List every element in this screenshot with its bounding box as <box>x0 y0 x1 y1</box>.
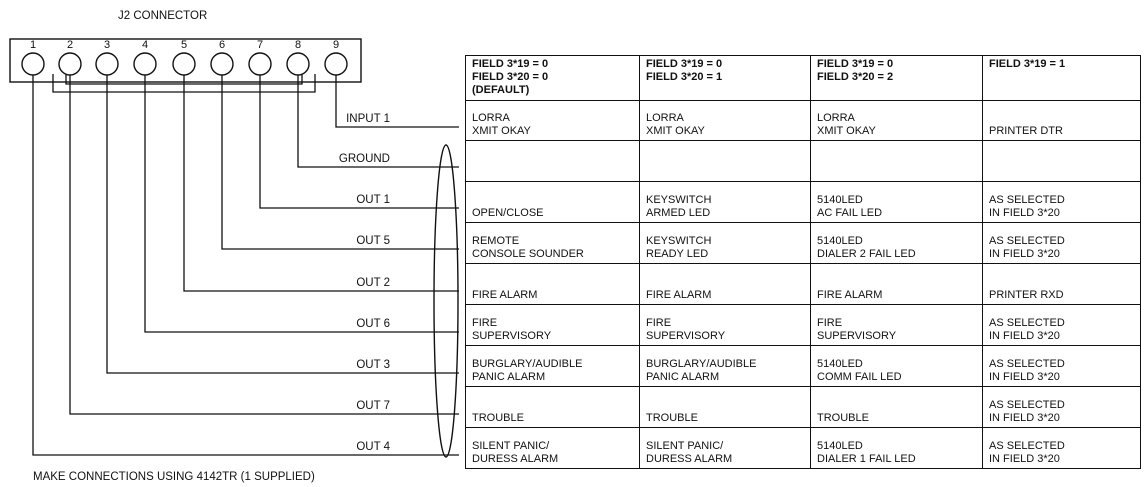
table-cell: KEYSWITCH READY LED <box>640 223 811 264</box>
table-cell: PRINTER RXD <box>983 264 1141 305</box>
footer-note: MAKE CONNECTIONS USING 4142TR (1 SUPPLIED) <box>33 471 315 483</box>
table-cell: BURGLARY/AUDIBLE PANIC ALARM <box>466 346 640 387</box>
pin-circle-6 <box>211 53 233 75</box>
table-cell: AS SELECTED IN FIELD 3*20 <box>983 305 1141 346</box>
pin-circle-2 <box>59 53 81 75</box>
pin-number-7: 7 <box>257 39 264 51</box>
table-cell: TROUBLE <box>640 387 811 428</box>
table-row <box>466 387 1141 428</box>
table-cell: TROUBLE <box>811 387 983 428</box>
table-cell: FIRE SUPERVISORY <box>640 305 811 346</box>
pin-circle-8 <box>287 53 309 75</box>
table-cell: 5140LED DIALER 2 FAIL LED <box>811 223 983 264</box>
signal-label-ground: GROUND <box>338 153 390 165</box>
pin-circle-3 <box>96 53 118 75</box>
signal-label-out-2: OUT 2 <box>356 277 390 289</box>
output-mapping-table <box>465 55 1141 469</box>
wire-out-7 <box>70 75 459 414</box>
table-cell: LORRA XMIT OKAY <box>466 101 640 141</box>
table-cell: SILENT PANIC/ DURESS ALARM <box>640 428 811 469</box>
table-row <box>466 264 1141 305</box>
pin-circle-9 <box>325 53 347 75</box>
pin-circle-4 <box>134 53 156 75</box>
table-cell: LORRA XMIT OKAY <box>640 101 811 141</box>
wire-out-3 <box>107 75 459 373</box>
table-cell <box>640 141 811 182</box>
signal-label-out-7: OUT 7 <box>356 400 390 412</box>
table-row <box>466 101 1141 141</box>
table-row <box>466 182 1141 223</box>
table-row <box>466 223 1141 264</box>
table-cell: AS SELECTED IN FIELD 3*20 <box>983 428 1141 469</box>
cable-bundle-ellipse <box>434 145 458 457</box>
table-cell: PRINTER DTR <box>983 101 1141 141</box>
connector-title: J2 CONNECTOR <box>118 10 208 22</box>
pin-circle-7 <box>249 53 271 75</box>
wire-out-1 <box>260 75 459 208</box>
table-cell: LORRA XMIT OKAY <box>811 101 983 141</box>
table-cell: KEYSWITCH ARMED LED <box>640 182 811 223</box>
pin-number-2: 2 <box>67 39 74 51</box>
table-header-cell: FIELD 3*19 = 0 FIELD 3*20 = 2 <box>811 56 983 101</box>
signal-label-out-3: OUT 3 <box>356 359 390 371</box>
signal-label-out-6: OUT 6 <box>356 318 390 330</box>
table-header-cell: FIELD 3*19 = 1 <box>983 56 1141 101</box>
table-cell: FIRE ALARM <box>811 264 983 305</box>
table-header-row <box>466 56 1141 101</box>
table-cell: FIRE ALARM <box>466 264 640 305</box>
table-cell: 5140LED AC FAIL LED <box>811 182 983 223</box>
table-cell: TROUBLE <box>466 387 640 428</box>
wire-out-4 <box>33 75 459 455</box>
signal-label-input-1: INPUT 1 <box>346 113 390 125</box>
pin-circle-1 <box>22 53 44 75</box>
table-cell: REMOTE CONSOLE SOUNDER <box>466 223 640 264</box>
table-row <box>466 428 1141 469</box>
wire-out-2 <box>184 75 459 291</box>
signal-label-out-4: OUT 4 <box>356 441 390 453</box>
signal-label-out-5: OUT 5 <box>356 235 390 247</box>
table-cell: AS SELECTED IN FIELD 3*20 <box>983 223 1141 264</box>
wire-out-6 <box>145 75 459 332</box>
table-cell: 5140LED DIALER 1 FAIL LED <box>811 428 983 469</box>
pin-number-labels <box>30 39 339 51</box>
table-row <box>466 346 1141 387</box>
wire-group <box>33 75 459 455</box>
table-cell <box>466 141 640 182</box>
table-cell <box>811 141 983 182</box>
signal-labels <box>339 113 391 453</box>
table-cell: FIRE SUPERVISORY <box>466 305 640 346</box>
table-cell <box>983 141 1141 182</box>
pin-number-3: 3 <box>104 39 111 51</box>
pin-number-1: 1 <box>30 39 37 51</box>
table-row <box>466 305 1141 346</box>
table-cell: AS SELECTED IN FIELD 3*20 <box>983 387 1141 428</box>
table-header-cell: FIELD 3*19 = 0 FIELD 3*20 = 1 <box>640 56 811 101</box>
table-cell: AS SELECTED IN FIELD 3*20 <box>983 182 1141 223</box>
table-row <box>466 141 1141 182</box>
signal-label-out-1: OUT 1 <box>356 194 390 206</box>
table-cell: BURGLARY/AUDIBLE PANIC ALARM <box>640 346 811 387</box>
pin-circle-5 <box>173 53 195 75</box>
pin-number-6: 6 <box>219 39 226 51</box>
pin-number-8: 8 <box>295 39 302 51</box>
table-cell: OPEN/CLOSE <box>466 182 640 223</box>
table-cell: FIRE SUPERVISORY <box>811 305 983 346</box>
pin-number-5: 5 <box>181 39 188 51</box>
pin-number-9: 9 <box>333 39 340 51</box>
table-cell: SILENT PANIC/ DURESS ALARM <box>466 428 640 469</box>
table-cell: AS SELECTED IN FIELD 3*20 <box>983 346 1141 387</box>
table-cell: 5140LED COMM FAIL LED <box>811 346 983 387</box>
pin-number-4: 4 <box>142 39 149 51</box>
table-header-cell: FIELD 3*19 = 0 FIELD 3*20 = 0 (DEFAULT) <box>466 56 640 101</box>
pin-circles <box>22 53 347 75</box>
table-cell: FIRE ALARM <box>640 264 811 305</box>
